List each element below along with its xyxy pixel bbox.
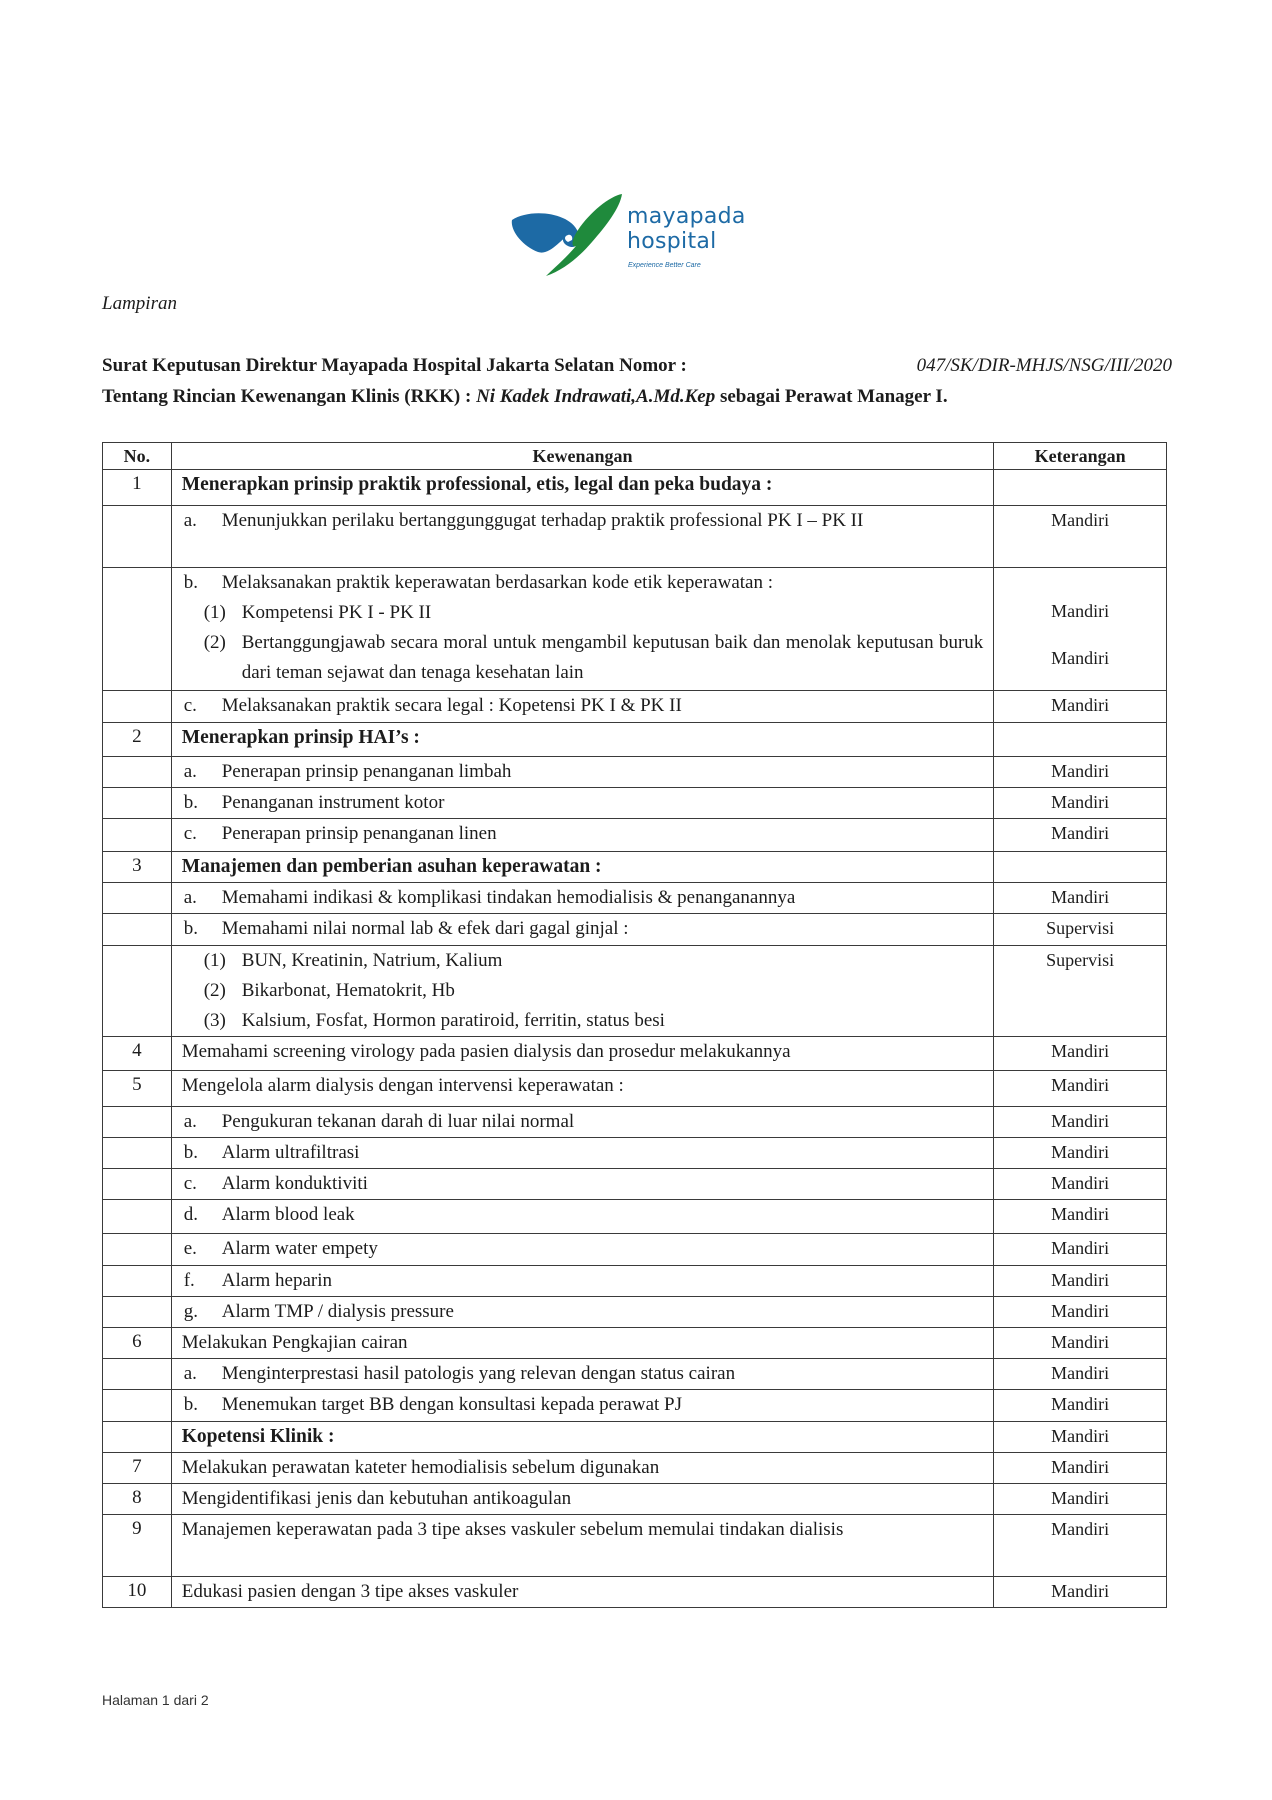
row-number-empty: [103, 1266, 172, 1297]
item-text: Alarm konduktiviti: [221, 1173, 368, 1194]
table-row: [103, 819, 1167, 852]
row-number-empty: [103, 788, 172, 819]
row-status: Mandiri: [994, 1453, 1167, 1484]
row-text: Manajemen keperawatan pada 3 tipe akses vaskuler sebelum memulai tindakan dialisis: [171, 1515, 994, 1577]
subitem-text: Bertanggungjawab secara moral untuk mengambil keputusan baik dan menolak keputusan buruk dari teman sejawat dan tenaga kesehatan lain: [241, 632, 984, 683]
section-title: Menerapkan prinsip praktik professional, etis, legal dan peka budaya :: [171, 470, 994, 506]
row-text: Memahami screening virology pada pasien dialysis dan prosedur melakukannya: [171, 1037, 994, 1071]
row-number-empty: [103, 1234, 172, 1266]
row-number: 1: [103, 470, 172, 506]
item-label: a.: [183, 1363, 197, 1384]
header-kewenangan: Kewenangan: [171, 443, 994, 470]
item-text: Pengukuran tekanan darah di luar nilai normal: [221, 1111, 575, 1132]
row-status: Mandiri: [994, 1422, 1167, 1453]
table-row: [103, 1422, 1167, 1453]
row-number-empty: [103, 914, 172, 946]
subitem-label: (1): [203, 950, 226, 971]
row-text: [171, 1234, 994, 1266]
row-status: Mandiri: [994, 1297, 1167, 1328]
row-number: 9: [103, 1515, 172, 1577]
item-label: c.: [183, 1173, 197, 1194]
row-status: Mandiri: [994, 1037, 1167, 1071]
table-row: [103, 1328, 1167, 1359]
table-row: [103, 1071, 1167, 1107]
row-status: Supervisi: [994, 914, 1167, 946]
item-label: e.: [183, 1238, 197, 1259]
row-number: 7: [103, 1453, 172, 1484]
item-text: Melaksanakan praktik secara legal : Kopetensi PK I & PK II: [221, 695, 682, 716]
decree-subject: Tentang Rincian Kewenangan Klinis (RKK) :: [102, 386, 472, 407]
row-status: Mandiri: [994, 1200, 1167, 1234]
row-status: Mandiri: [994, 506, 1167, 568]
item-label: b.: [183, 918, 198, 939]
item-label: c.: [183, 823, 197, 844]
row-status: Mandiri: [994, 1234, 1167, 1266]
decree-heading: [102, 350, 1172, 412]
row-text: [171, 1138, 994, 1169]
row-number-empty: [103, 1169, 172, 1200]
subitem-text: BUN, Kreatinin, Natrium, Kalium: [241, 950, 503, 971]
row-status: Mandiri: [994, 1107, 1167, 1138]
item-label: d.: [183, 1204, 198, 1225]
row-text: [171, 1359, 994, 1390]
table-row: [103, 914, 1167, 946]
item-text: Menginterprestasi hasil patologis yang relevan dengan status cairan: [221, 1363, 736, 1384]
row-number-empty: [103, 568, 172, 691]
header-keterangan: Keterangan: [994, 443, 1167, 470]
table-row: [103, 1390, 1167, 1422]
table-row: [103, 470, 1167, 506]
row-number: 2: [103, 723, 172, 757]
logo-tagline: Experience Better Care: [628, 262, 701, 269]
table-row: [103, 883, 1167, 914]
table-row: [103, 852, 1167, 883]
item-text: Penerapan prinsip penanganan linen: [221, 823, 497, 844]
row-number: 4: [103, 1037, 172, 1071]
row-number-empty: [103, 1297, 172, 1328]
decree-role: sebagai Perawat Manager I.: [719, 386, 948, 407]
row-status: Supervisi: [994, 946, 1167, 1037]
row-text: [171, 1169, 994, 1200]
item-label: a.: [183, 1111, 197, 1132]
row-status: Mandiri: [994, 1390, 1167, 1422]
row-number-empty: [103, 757, 172, 788]
table-row: [103, 1107, 1167, 1138]
table-row: [103, 946, 1167, 1037]
attachment-label: Lampiran: [102, 293, 177, 314]
table-row: [103, 1359, 1167, 1390]
row-status: [994, 852, 1167, 883]
table-row: [103, 1453, 1167, 1484]
row-text: Melakukan Pengkajian cairan: [171, 1328, 994, 1359]
row-text: Melakukan perawatan kateter hemodialisis sebelum digunakan: [171, 1453, 994, 1484]
row-text: [171, 757, 994, 788]
decree-number: 047/SK/DIR-MHJS/NSG/III/2020: [916, 355, 1172, 376]
table-row: [103, 723, 1167, 757]
table-row: [103, 1138, 1167, 1169]
subitem-status: Mandiri: [1051, 648, 1110, 668]
row-status: Mandiri: [994, 691, 1167, 723]
table-row: [103, 1200, 1167, 1234]
item-text: Memahami indikasi & komplikasi tindakan hemodialisis & penanganannya: [221, 887, 796, 908]
subitem-label: (2): [203, 632, 226, 653]
item-label: c.: [183, 695, 197, 716]
row-status: [994, 723, 1167, 757]
subitem-label: (1): [203, 602, 226, 623]
item-label: a.: [183, 510, 197, 531]
table-row: [103, 568, 1167, 691]
row-number: 10: [103, 1577, 172, 1608]
row-status: Mandiri: [994, 1138, 1167, 1169]
table-row: [103, 691, 1167, 723]
row-text: [171, 691, 994, 723]
decree-title: Surat Keputusan Direktur Mayapada Hospital Jakarta Selatan Nomor :: [102, 355, 687, 376]
item-label: b.: [183, 792, 198, 813]
row-status: Mandiri: [994, 1515, 1167, 1577]
section-title: Menerapkan prinsip HAI’s :: [171, 723, 994, 757]
row-status: Mandiri: [994, 1577, 1167, 1608]
item-text: Menunjukkan perilaku bertanggunggugat terhadap praktik professional PK I – PK II: [221, 510, 864, 531]
subitem-label: (2): [203, 980, 226, 1001]
table-row: [103, 1169, 1167, 1200]
item-text: Alarm heparin: [221, 1270, 332, 1291]
row-status: Mandiri: [994, 788, 1167, 819]
item-text: Alarm water empety: [221, 1238, 378, 1259]
heart-leaf-logo-icon: [510, 190, 630, 280]
row-number-empty: [103, 819, 172, 852]
row-number-empty: [103, 883, 172, 914]
table-row: [103, 1234, 1167, 1266]
row-status: [994, 470, 1167, 506]
table-row: [103, 1577, 1167, 1608]
row-number-empty: [103, 691, 172, 723]
item-text: Penanganan instrument kotor: [221, 792, 445, 813]
row-status: Mandiri: [994, 1169, 1167, 1200]
table-row: [103, 1515, 1167, 1577]
row-text: [171, 1390, 994, 1422]
item-label: b.: [183, 572, 198, 593]
subitem-text: Bikarbonat, Hematokrit, Hb: [241, 980, 455, 1001]
row-text: [171, 568, 994, 691]
item-text: Menemukan target BB dengan konsultasi kepada perawat PJ: [221, 1394, 683, 1415]
row-number: 3: [103, 852, 172, 883]
row-status: Mandiri: [994, 1484, 1167, 1515]
row-status: [994, 568, 1167, 691]
table-row: [103, 1037, 1167, 1071]
row-number-empty: [103, 1359, 172, 1390]
row-number: 6: [103, 1328, 172, 1359]
item-label: b.: [183, 1394, 198, 1415]
row-text: [171, 1266, 994, 1297]
subitem-label: (3): [203, 1010, 226, 1031]
header-no: No.: [103, 443, 172, 470]
table-row: [103, 757, 1167, 788]
row-number-empty: [103, 946, 172, 1037]
row-status: Mandiri: [994, 1071, 1167, 1107]
table-row: [103, 788, 1167, 819]
nurse-name: Ni Kadek Indrawati,A.Md.Kep: [476, 386, 716, 407]
item-label: a.: [183, 887, 197, 908]
item-text: Melaksanakan praktik keperawatan berdasarkan kode etik keperawatan :: [221, 572, 773, 593]
row-text: Mengidentifikasi jenis dan kebutuhan antikoagulan: [171, 1484, 994, 1515]
row-text: Mengelola alarm dialysis dengan intervensi keperawatan :: [171, 1071, 994, 1107]
item-label: g.: [183, 1301, 198, 1322]
row-status: Mandiri: [994, 1359, 1167, 1390]
item-text: Alarm TMP / dialysis pressure: [221, 1301, 454, 1322]
row-number: [103, 1422, 172, 1453]
subitem-status: Mandiri: [1051, 601, 1110, 621]
row-text: [171, 883, 994, 914]
row-status: Mandiri: [994, 819, 1167, 852]
row-number-empty: [103, 1138, 172, 1169]
row-number-empty: [103, 506, 172, 568]
item-label: a.: [183, 761, 197, 782]
logo-name-line2: hospital: [627, 229, 717, 254]
row-number-empty: [103, 1107, 172, 1138]
section-title: Kopetensi Klinik :: [171, 1422, 994, 1453]
subitem-text: Kalsium, Fosfat, Hormon paratiroid, ferritin, status besi: [241, 1010, 665, 1031]
row-text: [171, 788, 994, 819]
item-text: Penerapan prinsip penanganan limbah: [221, 761, 512, 782]
row-number: 5: [103, 1071, 172, 1107]
row-status: Mandiri: [994, 883, 1167, 914]
row-status: Mandiri: [994, 1328, 1167, 1359]
row-status: Mandiri: [994, 757, 1167, 788]
row-number: 8: [103, 1484, 172, 1515]
table-row: [103, 1484, 1167, 1515]
logo-name-line1: mayapada: [627, 204, 746, 229]
row-text: [171, 1107, 994, 1138]
row-text: [171, 1297, 994, 1328]
row-text: [171, 914, 994, 946]
row-number-empty: [103, 1390, 172, 1422]
item-label: f.: [183, 1270, 195, 1291]
hospital-logo: [510, 190, 780, 280]
item-text: Alarm blood leak: [221, 1204, 355, 1225]
clinical-authority-table: [102, 442, 1167, 1608]
row-text: Edukasi pasien dengan 3 tipe akses vaskuler: [171, 1577, 994, 1608]
item-text: Alarm ultrafiltrasi: [221, 1142, 360, 1163]
item-label: b.: [183, 1142, 198, 1163]
table-row: [103, 1297, 1167, 1328]
subitem-text: Kompetensi PK I - PK II: [241, 602, 432, 623]
page-indicator: Halaman 1 dari 2: [102, 1692, 209, 1708]
table-row: [103, 1266, 1167, 1297]
row-text: [171, 819, 994, 852]
row-text: [171, 946, 994, 1037]
row-number-empty: [103, 1200, 172, 1234]
item-text: Memahami nilai normal lab & efek dari gagal ginjal :: [221, 918, 629, 939]
row-text: [171, 1200, 994, 1234]
row-status: Mandiri: [994, 1266, 1167, 1297]
section-title: Manajemen dan pemberian asuhan keperawatan :: [171, 852, 994, 883]
table-row: [103, 506, 1167, 568]
row-text: [171, 506, 994, 568]
table-header-row: [103, 443, 1167, 470]
